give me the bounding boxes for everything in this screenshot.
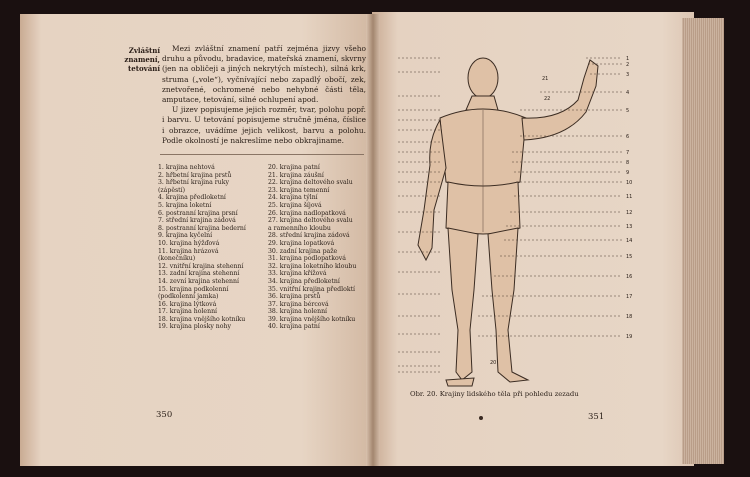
- legend-entry: 4. krajina předloketní: [158, 194, 226, 202]
- region-label: 1: [626, 56, 630, 62]
- legend-entry: (zápěstí): [158, 186, 186, 194]
- legend-entry: 10. krajina hýžďová: [158, 239, 220, 247]
- legend-entry: 15. krajina podkolenní: [158, 285, 229, 293]
- legend-entry: 7. střední krajina zádová: [158, 217, 236, 225]
- legend-entry: 9. krajina kyčelní: [158, 232, 213, 240]
- legend-entry: a ramenního kloubu: [268, 224, 331, 232]
- legend-entry: 2. hřbetní krajina prstů: [158, 171, 232, 179]
- region-label: 18: [626, 314, 633, 320]
- intro-paragraph: Mezi zvláštní znamení patří zejména jizvy všeho druhu a původu, bradavice, mateřská znamení, skvrny (jen na obličeji a jiných nekrytých místech), silná krk, struma („vole“), vyčnívající nebo zapadlý obočí, zek, znetvořené, ochromené nebo nehybné části těla, amputace, tetování, silné ochlupení apod.: [162, 44, 367, 105]
- region-label: 9: [626, 170, 630, 176]
- legend-entry: 21. krajina záušní: [268, 171, 324, 179]
- region-label-inner: 21: [542, 76, 549, 82]
- figure-right-leg: [488, 228, 528, 382]
- region-label: 5: [626, 108, 630, 114]
- region-label: 4: [626, 90, 630, 96]
- legend-entry: 12. vnitřní krajina stehenní: [158, 262, 244, 270]
- legend-entry: 30. zadní krajina paže: [268, 247, 338, 255]
- region-label: 6: [626, 134, 630, 140]
- figure-left-foot: [446, 378, 474, 386]
- legend-entry: 14. zevní krajina stehenní: [158, 277, 240, 285]
- figure-caption: Obr. 20. Krajiny lidského těla při pohledu zezadu: [410, 390, 579, 398]
- region-label: 10: [626, 180, 633, 186]
- legend-entry: 37. krajina bércová: [268, 300, 329, 308]
- figure-neck: [466, 96, 498, 110]
- region-label: 19: [626, 334, 633, 340]
- legend-entry: 33. krajina křížová: [268, 270, 327, 278]
- region-label: 7: [626, 150, 630, 156]
- page-number-right: 351: [588, 412, 605, 422]
- region-label: 15: [626, 254, 633, 260]
- region-label: 3: [626, 72, 630, 78]
- figure-head: [468, 58, 498, 98]
- legend-entry: 19. krajina plosky nohy: [158, 323, 231, 331]
- legend-entry: 34. krajina předloketní: [268, 277, 340, 285]
- legend-entry: 35. vnitřní krajina předloktí: [268, 285, 356, 293]
- legend-entry: 18. krajina vnějšího kotníku: [158, 315, 246, 323]
- legend-entry: 16. krajina lýtková: [158, 300, 217, 308]
- legend-entry: 3. hřbetní krajina ruky: [158, 179, 229, 187]
- figure-right-arm: [522, 60, 598, 140]
- region-label: 14: [626, 238, 633, 244]
- legend-entry: 17. krajina holenní: [158, 308, 218, 316]
- region-label: 13: [626, 224, 633, 230]
- region-label: 8: [626, 160, 630, 166]
- legend-entry: 39. krajina vnějšího kotníku: [268, 315, 356, 323]
- figure-left-arm: [418, 120, 446, 260]
- legend-entry: 24. krajina týlní: [268, 194, 318, 202]
- region-label: 11: [626, 194, 633, 200]
- region-label: 2: [626, 62, 630, 68]
- region-label-inner: 20: [490, 360, 497, 366]
- legend-entry: 32. krajina loketního kloubu: [268, 262, 357, 270]
- legend-entry: 38. krajina holenní: [268, 308, 328, 316]
- legend-entry: 13. zadní krajina stehenní: [158, 270, 240, 278]
- legend-entry: 22. krajina deltového svalu: [268, 179, 353, 187]
- legend-entry: 6. postranní krajina prsní: [158, 209, 238, 217]
- legend-entry: 1. krajina nehtová: [158, 164, 215, 171]
- legend-entry: 31. krajina podlopatková: [268, 255, 346, 263]
- intro-paragraph: U jizev popisujeme jejich rozměr, tvar, polohu popř. i barvu. U tetování popisujeme stručně jména, číslice i obrazce, uvádíme jejich velikost, barvu a polohu. Podle okolností je nakreslíme nebo obkrajiname.: [162, 105, 366, 145]
- legend-entry: 26. krajina nadlopatková: [268, 209, 346, 217]
- region-label: 12: [626, 210, 633, 216]
- legend-entry: 11. krajina hrázová: [158, 247, 219, 255]
- legend-entry: 23. krajina temenní: [268, 186, 330, 194]
- legend-entry: 36. krajina prstů: [268, 293, 321, 301]
- page-number-left: 350: [156, 410, 173, 420]
- margin-note: Zvláštní znamení, tetování: [124, 46, 160, 73]
- figure-left-leg: [448, 228, 478, 380]
- legend-entry: 8. postranní krajina bederní: [158, 224, 246, 232]
- legend-entry: 27. krajina deltového svalu: [268, 217, 353, 225]
- legend-entry: 29. krajina lopatková: [268, 239, 335, 247]
- region-label: 16: [626, 274, 633, 280]
- legend-entry: (konečníku): [158, 255, 196, 263]
- legend-entry: 5. krajina loketní: [158, 201, 212, 209]
- legend-entry: 25. krajina šíjová: [268, 201, 322, 209]
- legend-entry: 28. střední krajina zádová: [268, 232, 350, 240]
- legend-entry: (podkolenní jamka): [158, 293, 219, 301]
- legend-entry: 40. krajina patní: [268, 323, 320, 331]
- region-label: 17: [626, 294, 633, 300]
- region-label-inner: 22: [544, 96, 551, 102]
- legend-entry: 20. krajina patní: [268, 164, 320, 171]
